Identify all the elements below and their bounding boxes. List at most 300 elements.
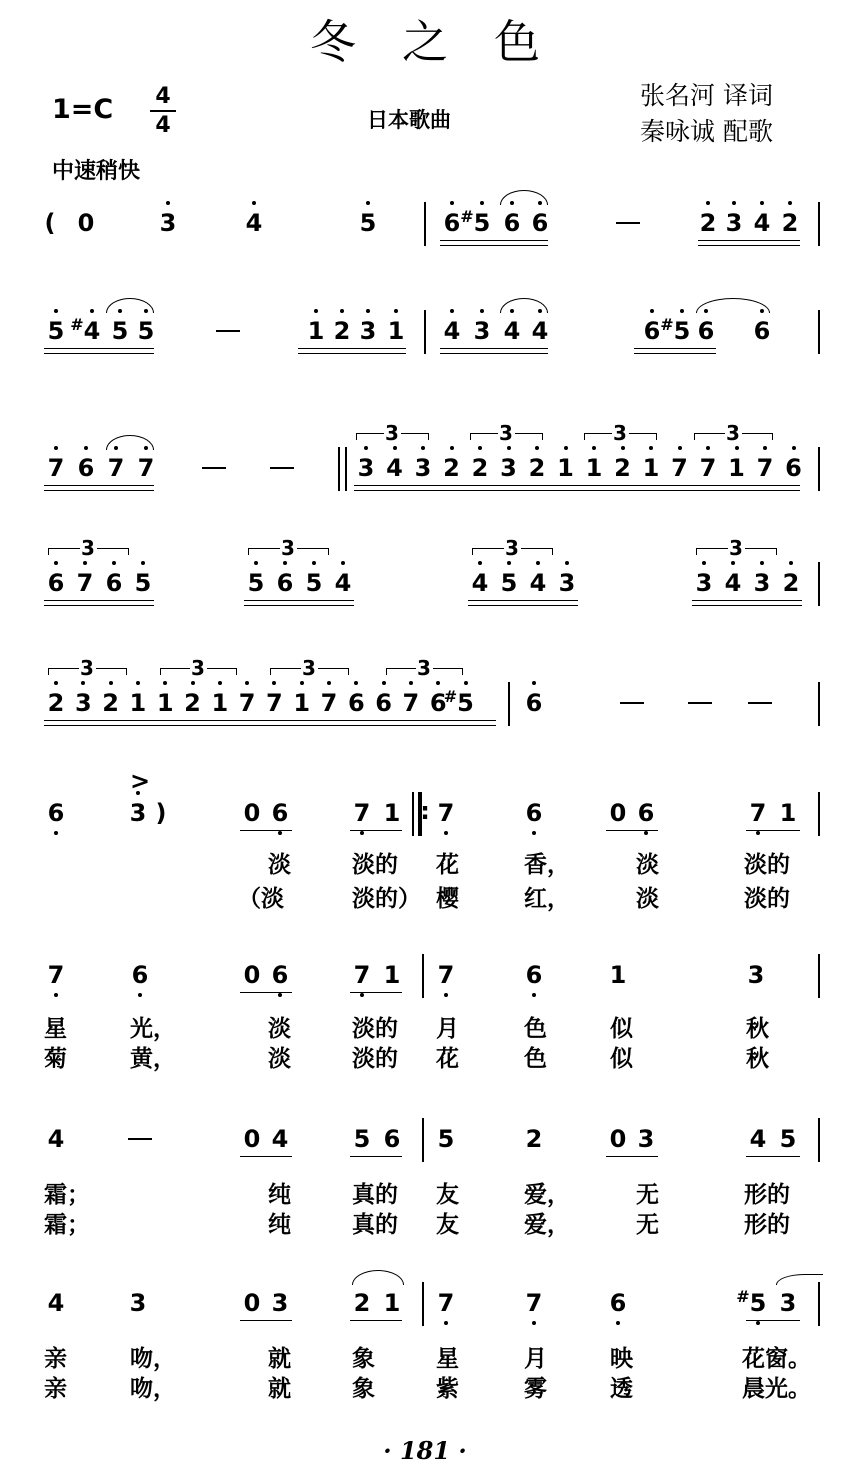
octave-dot (592, 446, 596, 450)
lyric: 雾 (524, 1376, 547, 1402)
page-number: · 181 · (383, 1436, 467, 1465)
lyric: 爱， (524, 1182, 570, 1208)
bar-line (818, 1282, 820, 1326)
note: 3 (779, 1289, 797, 1317)
underline (44, 353, 154, 354)
underline (634, 353, 716, 354)
note: 5 (473, 209, 491, 237)
triplet-number: 3 (505, 536, 519, 560)
note: 0 (609, 1125, 627, 1153)
lyric: 无 (636, 1212, 659, 1238)
underline (298, 353, 406, 354)
note: 0 (243, 1289, 261, 1317)
underline (468, 600, 578, 601)
underline (44, 348, 154, 349)
triplet-bracket (629, 433, 657, 440)
note: 6 (271, 961, 289, 989)
time-bottom: 4 (155, 113, 171, 138)
lyric: 淡的 (352, 852, 398, 878)
octave-dot (480, 201, 484, 205)
bar-line (818, 310, 820, 354)
note: 6 (443, 209, 461, 237)
bar-line (338, 447, 340, 491)
octave-dot (763, 446, 767, 450)
octave-dot (84, 446, 88, 450)
triplet-bracket (694, 433, 725, 440)
lyric: 亲 (44, 1376, 67, 1402)
octave-dot (450, 201, 454, 205)
note: 1 (557, 454, 574, 482)
octave-dot (532, 681, 536, 685)
octave-dot (360, 993, 364, 997)
tie (500, 190, 548, 205)
note: 5 (457, 689, 474, 717)
note: 1 (307, 317, 325, 345)
note: 2 (614, 454, 631, 482)
note: 6 (347, 689, 365, 717)
paren: ) (155, 799, 167, 827)
octave-dot (166, 201, 170, 205)
accent-mark: > (130, 767, 151, 795)
underline (44, 490, 154, 491)
lyric: 亲 (44, 1346, 67, 1372)
lyric: 纯 (268, 1212, 291, 1238)
triplet-bracket (97, 548, 129, 555)
lyricist-credit: 张名河 译词 (640, 81, 773, 110)
lyric: 淡的 (352, 1046, 398, 1072)
sharp-sign: # (736, 1287, 750, 1306)
octave-dot (478, 446, 482, 450)
underline (298, 348, 406, 349)
triplet-number: 3 (385, 421, 399, 445)
lyric: 香， (524, 852, 570, 878)
bar-line (818, 682, 820, 726)
octave-dot (735, 446, 739, 450)
note: 2 (782, 569, 800, 597)
lyric: 真的 (352, 1212, 398, 1238)
octave-dot (283, 561, 287, 565)
octave-dot (360, 831, 364, 835)
triplet-number: 3 (302, 656, 316, 680)
octave-dot (109, 681, 113, 685)
bar-line (818, 792, 820, 836)
note: 3 (747, 961, 765, 989)
octave-dot (649, 446, 653, 450)
triplet-bracket (48, 548, 80, 555)
tie (106, 298, 154, 313)
note: 6 (753, 317, 771, 345)
octave-dot (112, 561, 116, 565)
lyric: 淡 (268, 1016, 291, 1042)
note: 5 (134, 569, 152, 597)
octave-dot (706, 446, 710, 450)
underline (240, 1320, 292, 1321)
triplet-bracket (745, 548, 777, 555)
octave-dot (480, 309, 484, 313)
octave-dot (364, 446, 368, 450)
note: 6 (609, 1289, 627, 1317)
lyric: 纯 (268, 1182, 291, 1208)
octave-dot (54, 561, 58, 565)
lyric: 爱， (524, 1212, 570, 1238)
lyric: 透 (610, 1376, 633, 1402)
note: 7 (47, 961, 65, 989)
triplet-bracket (470, 433, 498, 440)
note: 7 (756, 454, 774, 482)
note: 1 (129, 689, 147, 717)
note: 3 (129, 799, 147, 827)
lyric: 吻， (130, 1376, 176, 1402)
octave-dot (341, 561, 345, 565)
bar-line (818, 562, 820, 606)
bar-line (412, 792, 414, 836)
note: 1 (585, 454, 603, 482)
triplet-number: 3 (613, 421, 627, 445)
dash (128, 1138, 152, 1140)
lyric: 淡 (268, 1046, 291, 1072)
underline (350, 830, 402, 831)
note: 5 (111, 317, 129, 345)
triplet-bracket (433, 668, 463, 675)
note: 4 (749, 1125, 767, 1153)
lyric: 就 (268, 1376, 291, 1402)
triplet-bracket (472, 548, 504, 555)
note: 4 (529, 569, 547, 597)
note: 5 (673, 317, 691, 345)
underline (698, 245, 800, 246)
note: 7 (238, 689, 256, 717)
lyric: 霜； (44, 1212, 90, 1238)
note: 5 (137, 317, 155, 345)
note: 6 (276, 569, 294, 597)
note: 7 (353, 961, 371, 989)
lyric: 吻， (130, 1346, 176, 1372)
octave-dot (394, 309, 398, 313)
note: 6 (271, 799, 289, 827)
octave-dot (650, 309, 654, 313)
key-signature: 1=C (52, 94, 114, 125)
octave-dot (532, 1321, 536, 1325)
triplet-bracket (48, 668, 79, 675)
bar-line (345, 447, 347, 491)
bar-line (508, 682, 510, 726)
underline (240, 830, 292, 831)
note: 1 (779, 799, 797, 827)
note: 4 (753, 209, 771, 237)
note: 5 (47, 317, 65, 345)
triplet-bracket (270, 668, 301, 675)
arranger-credit: 秦咏诚 配歌 (640, 117, 773, 146)
note: 3 (637, 1125, 655, 1153)
bar-line (818, 1118, 820, 1162)
lyric: 樱 (436, 886, 459, 912)
octave-dot (535, 446, 539, 450)
note: 1 (609, 961, 627, 989)
dash (688, 702, 712, 704)
triplet-bracket (96, 668, 127, 675)
dash (216, 330, 240, 332)
lyric: 淡的 (744, 886, 790, 912)
note: 7 (525, 1289, 543, 1317)
underline (698, 240, 800, 241)
dash (270, 467, 294, 469)
note: 2 (471, 454, 489, 482)
triplet-bracket (521, 548, 553, 555)
octave-dot (272, 681, 276, 685)
repeat-sign: : (420, 797, 430, 825)
octave-dot (278, 993, 282, 997)
octave-dot (450, 446, 454, 450)
octave-dot (444, 993, 448, 997)
note: 6 (637, 799, 655, 827)
note: 7 (437, 1289, 455, 1317)
lyric: 淡 (636, 886, 659, 912)
lyric: 映 (610, 1346, 633, 1372)
note: 5 (305, 569, 323, 597)
lyric: 月 (524, 1346, 547, 1372)
triplet-bracket (207, 668, 237, 675)
lyric: 星 (436, 1346, 459, 1372)
octave-dot (141, 561, 145, 565)
octave-dot (756, 1321, 760, 1325)
lyric: 紫 (436, 1376, 459, 1402)
octave-dot (536, 561, 540, 565)
song-title: 冬之色 (310, 15, 586, 69)
note: 2 (443, 454, 460, 482)
note: 2 (353, 1289, 371, 1317)
octave-dot (444, 831, 448, 835)
triplet-number: 3 (281, 536, 295, 560)
triplet-number: 3 (81, 536, 95, 560)
note: 2 (184, 689, 201, 717)
note: 2 (102, 689, 119, 717)
octave-dot (136, 681, 140, 685)
sharp-sign: # (70, 315, 84, 334)
time-bar (150, 110, 176, 112)
octave-dot (54, 993, 58, 997)
note: 4 (443, 317, 461, 345)
note: 4 (245, 209, 263, 237)
underline (240, 992, 292, 993)
tie (696, 298, 770, 313)
underline (244, 600, 354, 601)
triplet-number: 3 (417, 656, 431, 680)
sharp-sign: # (460, 207, 474, 226)
note: 3 (359, 317, 377, 345)
note: 7 (76, 569, 94, 597)
octave-dot (163, 681, 167, 685)
underline (240, 1156, 292, 1157)
lyric: 似 (610, 1016, 633, 1042)
lyric: 红， (524, 886, 570, 912)
note: 4 (503, 317, 521, 345)
note: 1 (383, 799, 401, 827)
octave-dot (366, 201, 370, 205)
lyric: 星 (44, 1016, 67, 1042)
paren: ( (44, 209, 56, 237)
note: 1 (293, 689, 311, 717)
lyric: 友 (436, 1182, 459, 1208)
note: 5 (749, 1289, 767, 1317)
underline (350, 1320, 402, 1321)
note: 2 (333, 317, 351, 345)
octave-dot (421, 446, 425, 450)
octave-dot (138, 993, 142, 997)
note: 5 (437, 1125, 455, 1153)
note: 1 (383, 961, 401, 989)
octave-dot (83, 561, 87, 565)
note: 4 (47, 1125, 65, 1153)
lyric: 月 (436, 1016, 459, 1042)
lyric: 淡 (268, 852, 291, 878)
underline (746, 1320, 800, 1321)
note: 6 (383, 1125, 401, 1153)
octave-dot (327, 681, 331, 685)
lyric: 真的 (352, 1182, 398, 1208)
octave-dot (444, 1321, 448, 1325)
note: 6 (525, 689, 543, 717)
note: 2 (528, 454, 546, 482)
triplet-number: 3 (499, 421, 513, 445)
triplet-bracket (356, 433, 384, 440)
note: 7 (749, 799, 767, 827)
lyric: 色 (524, 1046, 547, 1072)
lyric: 秋 (746, 1016, 769, 1042)
time-top: 4 (155, 84, 171, 109)
octave-dot (54, 309, 58, 313)
note: 4 (47, 1289, 65, 1317)
octave-dot (616, 1321, 620, 1325)
note: 4 (531, 317, 549, 345)
lyric: 友 (436, 1212, 459, 1238)
note: 5 (247, 569, 265, 597)
octave-dot (191, 681, 195, 685)
octave-dot (731, 561, 735, 565)
note: 4 (334, 569, 352, 597)
note: 6 (643, 317, 661, 345)
note: 5 (779, 1125, 797, 1153)
note: 3 (695, 569, 713, 597)
note: 3 (725, 209, 743, 237)
octave-dot (409, 681, 413, 685)
octave-dot (532, 993, 536, 997)
octave-dot (54, 831, 58, 835)
octave-dot (789, 561, 793, 565)
octave-dot (507, 446, 511, 450)
underline (440, 240, 548, 241)
triplet-bracket (584, 433, 612, 440)
octave-dot (564, 446, 568, 450)
note: 6 (697, 317, 715, 345)
underline (692, 600, 802, 601)
octave-dot (760, 201, 764, 205)
triplet-number: 3 (726, 421, 740, 445)
lyric: 菊 (44, 1046, 67, 1072)
octave-dot (300, 681, 304, 685)
octave-dot (393, 446, 397, 450)
lyric: 无 (636, 1182, 659, 1208)
octave-dot (702, 561, 706, 565)
note: 0 (243, 799, 261, 827)
note: 3 (753, 569, 771, 597)
tie (352, 1270, 404, 1285)
underline (468, 605, 578, 606)
octave-dot (340, 309, 344, 313)
note: 7 (320, 689, 338, 717)
lyric: 秋 (746, 1046, 769, 1072)
lyric: 淡的 (744, 852, 790, 878)
octave-dot (464, 681, 468, 685)
triplet-number: 3 (191, 656, 205, 680)
note: 1 (642, 454, 660, 482)
lyric: 淡 (636, 852, 659, 878)
note: 0 (609, 799, 627, 827)
sharp-sign: # (660, 315, 674, 334)
note: 5 (500, 569, 518, 597)
note: 2 (47, 689, 65, 717)
bar-line (818, 954, 820, 998)
octave-dot (532, 831, 536, 835)
note: 4 (386, 454, 403, 482)
bar-line (818, 447, 820, 491)
octave-dot (478, 561, 482, 565)
octave-dot (314, 309, 318, 313)
note: 3 (500, 454, 517, 482)
note: 6 (525, 799, 543, 827)
octave-dot (90, 309, 94, 313)
triplet-bracket (742, 433, 773, 440)
underline (350, 1156, 402, 1157)
bar-line (422, 954, 424, 998)
octave-dot (81, 681, 85, 685)
lyric: 象 (352, 1346, 375, 1372)
lyric: 花窗。 (742, 1346, 811, 1372)
octave-dot (788, 201, 792, 205)
triplet-bracket (297, 548, 329, 555)
song-origin: 日本歌曲 (367, 108, 451, 132)
lyric: 淡的 (352, 1016, 398, 1042)
octave-dot (760, 561, 764, 565)
note: 1 (383, 1289, 401, 1317)
octave-dot (218, 681, 222, 685)
tie (776, 1274, 823, 1285)
note: 0 (243, 961, 261, 989)
octave-dot (354, 681, 358, 685)
bar-line (818, 202, 820, 246)
note: 2 (781, 209, 799, 237)
octave-dot (312, 561, 316, 565)
underline (354, 490, 800, 491)
octave-dot (254, 561, 258, 565)
note: 3 (271, 1289, 289, 1317)
note: 7 (47, 454, 65, 482)
lyric: 色 (524, 1016, 547, 1042)
octave-dot (680, 309, 684, 313)
note: 0 (243, 1125, 261, 1153)
lyric: 就 (268, 1346, 291, 1372)
underline (746, 1156, 800, 1157)
triplet-bracket (318, 668, 349, 675)
note: 7 (137, 454, 155, 482)
note: 6 (531, 209, 549, 237)
note: 6 (77, 454, 95, 482)
note: 7 (437, 799, 455, 827)
note: 6 (47, 569, 65, 597)
bar-line (424, 310, 426, 354)
underline (44, 605, 154, 606)
lyric: 象 (352, 1376, 375, 1402)
note: 7 (107, 454, 125, 482)
